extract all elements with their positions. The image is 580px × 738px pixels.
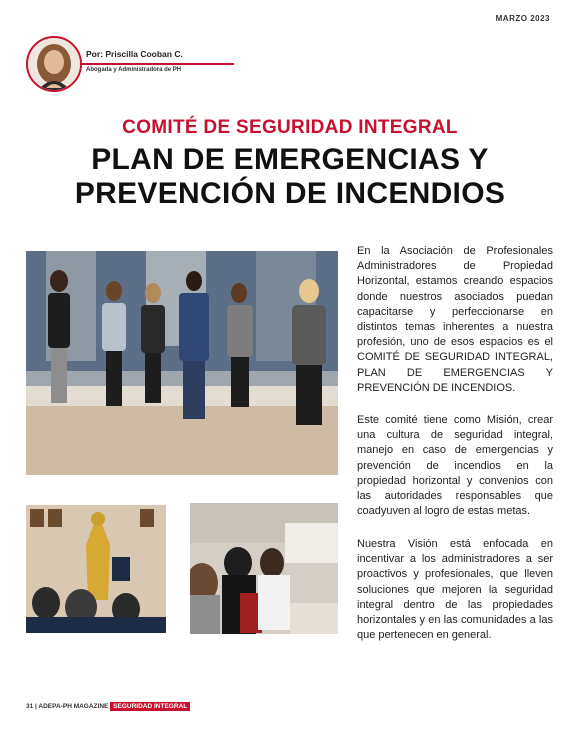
title-line-1: PLAN DE EMERGENCIAS Y — [91, 143, 489, 176]
author-name: Por: Priscilla Cooban C. — [86, 49, 183, 59]
group-photo — [26, 251, 338, 475]
article-paragraph: Este comité tiene como Misión, crear una cultura de seguridad integral, manejo en caso de emergencias y prevención de incendios en la propiedad horizontal y convenios con las autoridades responsables que coadyuven al logro de estas metas. — [357, 414, 553, 518]
footer-page-info: 31 | ADEPA-PH MAGAZINE — [26, 703, 109, 710]
title-line-2: PREVENCIÓN DE INCENDIOS — [74, 177, 506, 210]
article-title — [0, 143, 580, 211]
event-photo-attendees — [190, 503, 338, 634]
article-kicker: COMITÉ DE SEGURIDAD INTEGRAL — [122, 117, 458, 138]
article-paragraph: En la Asociación de Profesionales Administradores de Propiedad Horizontal, estamos creando espacios donde nuestros asociados puedan capacitarse y perfeccionarse en distintos temas inherentes a nuestra profesión, uno de esos espacios es el COMITÉ DE SEGURIDAD INTEGRAL, PLAN DE EMERGENCIAS Y PREVENCIÓN DE INCENDIOS. — [357, 245, 553, 394]
author-role: Abogada y Administradora de PH — [86, 67, 182, 73]
event-photo-audience — [26, 505, 166, 633]
article-paragraph: Nuestra Visión está enfocada en incentivar a los administradores a ser proactivos y profesionales, que lleven soluciones que mejoren la seguridad integral dentro de las propiedades horizontales y en las comunidades a las que pertenecen en general. — [357, 538, 553, 642]
author-avatar — [26, 36, 82, 92]
author-block — [26, 36, 216, 92]
author-divider — [82, 63, 234, 65]
page-footer — [26, 703, 190, 710]
footer-section-tag: SEGURIDAD INTEGRAL — [110, 702, 190, 711]
issue-date: MARZO 2023 — [495, 14, 550, 23]
